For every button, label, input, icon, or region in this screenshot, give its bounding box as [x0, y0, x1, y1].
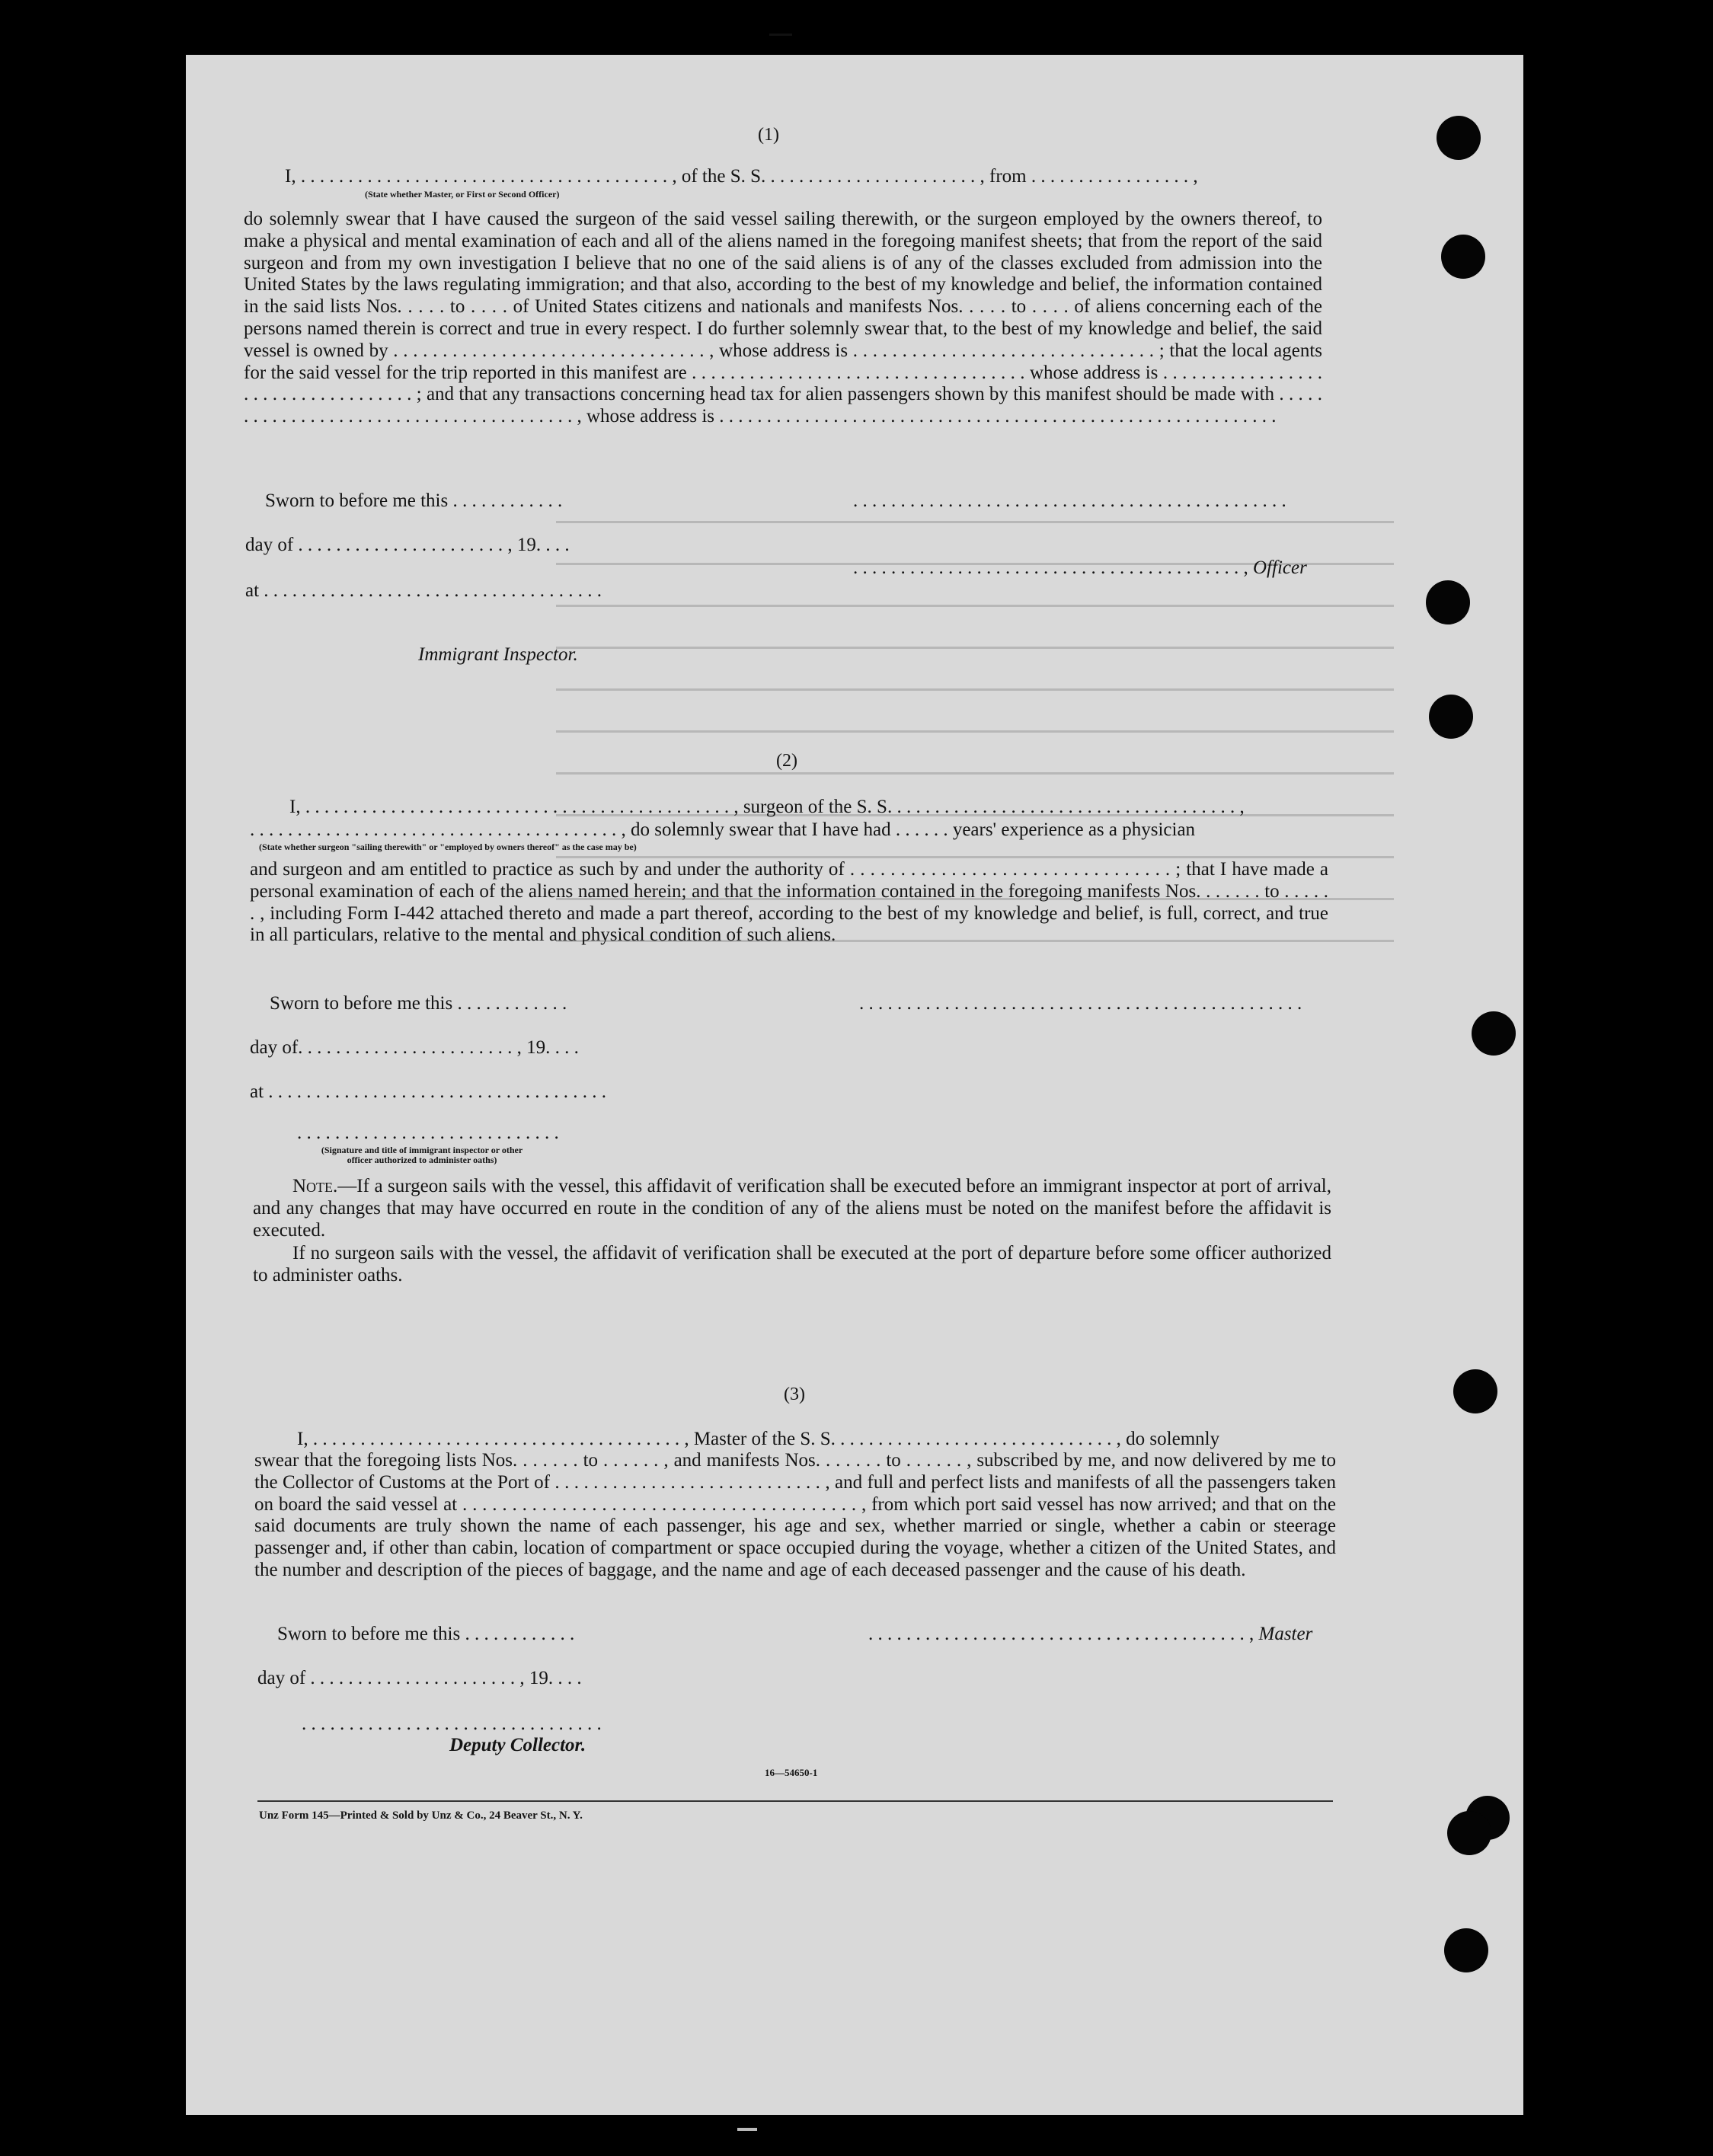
binder-hole	[1437, 116, 1481, 160]
scan-artifact	[769, 34, 792, 36]
section-3-body: swear that the foregoing lists Nos. . . . . . . to . . . . . . , and manifests Nos. . . . . . . to . . . . . . , subscribed by me, and now delivered by me to the Collector of Customs at the Port of . . . . . . . . . . . . . . . . . . . . . . . . . . . . , and full and perfect lists and manifests of all the passengers taken on board the said vessel at . . . . . . . . . . . . . . . . . . . . . . . . . . . . . . . . . . . . . . . . , from which port said vessel has now arrived; and that on the said documents are truly shown the name of each passenger, his age and sex, whether married or single, whether a cabin or steerage passenger and, if other than cabin, location of compartment or space occupied during the voyage, whether a citizen of the United States, and the number and description of the pieces of baggage, and the name and age of each deceased passenger and the cause of his death.	[254, 1450, 1336, 1580]
document-page	[186, 55, 1523, 2115]
section-3-master-label: Master	[1258, 1624, 1313, 1644]
binder-hole	[1447, 1811, 1491, 1855]
section-1-caption: (State whether Master, or First or Second Officer)	[365, 189, 560, 200]
section-2-line2: . . . . . . . . . . . . . . . . . . . . . . . . . . . . . . . . . . . . . . . , do solemnly swear that I have had . . . . . . years' experience as a physician	[250, 819, 1196, 840]
binder-hole	[1453, 1369, 1497, 1413]
section-1-officer-dots: . . . . . . . . . . . . . . . . . . . . . . . . . . . . . . . . . . . . . . . . . ,	[853, 557, 1248, 578]
footer-printer: Unz Form 145—Printed & Sold by Unz & Co., 24 Beaver St., N. Y.	[259, 1809, 583, 1822]
section-3-master-dots: . . . . . . . . . . . . . . . . . . . . . . . . . . . . . . . . . . . . . . . . ,	[868, 1624, 1254, 1644]
section-3-collector-line: . . . . . . . . . . . . . . . . . . . . . . . . . . . . . . . .	[302, 1714, 602, 1734]
section-2-at: at . . . . . . . . . . . . . . . . . . . . . . . . . . . . . . . . . . . .	[250, 1081, 607, 1102]
section-1-officer-line	[853, 557, 1307, 579]
section-2-sworn: Sworn to before me this . . . . . . . . . . . .	[270, 993, 567, 1014]
binder-hole	[1429, 695, 1473, 739]
section-1-officer-label: Officer	[1253, 557, 1307, 578]
section-2-signature-line: . . . . . . . . . . . . . . . . . . . . . . . . . . . . . . . . . . . . . . . . . . . . . . .	[859, 993, 1302, 1014]
note-label: Note.	[292, 1176, 338, 1196]
binder-hole	[1444, 1928, 1488, 1972]
section-3-number: (3)	[784, 1385, 805, 1404]
section-2-day: day of. . . . . . . . . . . . . . . . . . . . . . . , 19. . . .	[250, 1037, 579, 1058]
bleed-through-header	[361, 116, 1351, 161]
section-2-inspector-line: . . . . . . . . . . . . . . . . . . . . . . . . . . . .	[297, 1123, 559, 1143]
section-3-sworn: Sworn to before me this . . . . . . . . . . . .	[277, 1624, 575, 1644]
section-1-sworn: Sworn to before me this . . . . . . . . . . . .	[265, 490, 563, 511]
section-3-collector: Deputy Collector.	[449, 1735, 586, 1755]
section-3-line1: I, . . . . . . . . . . . . . . . . . . . . . . . . . . . . . . . . . . . . . . . , Master of the S. S. . . . . . . . . . . . . . . . . . . . . . . . . . . . . . , do solemnly	[297, 1429, 1220, 1449]
section-3-day: day of . . . . . . . . . . . . . . . . . . . . . . , 19. . . .	[257, 1668, 582, 1688]
note-body: —If a surgeon sails with the vessel, this affidavit of verification shall be executed before an immigrant inspector at port of arrival, and any changes that may have occurred en route in the condition of any of the aliens must be noted on the manifest before the affidavit is executed.	[253, 1176, 1331, 1241]
note-paragraph-2: If no surgeon sails with the vessel, the affidavit of verification shall be executed at the port of departure before some officer authorized to administer oaths.	[253, 1243, 1331, 1286]
scan-artifact	[737, 2128, 757, 2131]
binder-hole	[1426, 580, 1470, 624]
section-1-body: do solemnly swear that I have caused the surgeon of the said vessel sailing therewith, or the surgeon employed by the owners thereof, to make a physical and mental examination of each and all of the aliens named in the foregoing manifest sheets; that from the report of the said surgeon and from my own investigation I believe that no one of the said aliens is of any of the classes excluded from admission into the United States by the laws regulating immigration; and that also, according to the best of my knowledge and belief, the information contained in the said lists Nos. . . . . to . . . . of United States citizens and nationals and manifests Nos. . . . . to . . . . of aliens concerning each of the persons named therein is correct and true in every respect. I do further solemnly swear that, to the best of my knowledge and belief, the said vessel is owned by . . . . . . . . . . . . . . . . . . . . . . . . . . . . . . . . , whose address is . . . . . . . . . . . . . . . . . . . . . . . . . . . . . . . ; that the local agents for the said vessel for the trip reported in this manifest are . . . . . . . . . . . . . . . . . . . . . . . . . . . . . . . . . . . whose address is . . . . . . . . . . . . . . . . . . . . . . . . . . . . . . . . . . . ; and that any transactions concerning head tax for alien passengers shown by this manifest should be made with . . . . . . . . . . . . . . . . . . . . . . . . . . . . . . . . . . . . . . . . , whose address is . . . . . . . . . . . . . . . . . . . . . . . . . . . . . . . . . . . . . . . . . . . . . . . . . . . . . . . . . . .	[244, 209, 1322, 427]
form-code: 16—54650-1	[765, 1767, 818, 1778]
section-1-inspector: Immigrant Inspector.	[418, 644, 578, 665]
note-paragraph	[253, 1176, 1331, 1241]
section-1-at: at . . . . . . . . . . . . . . . . . . . . . . . . . . . . . . . . . . . .	[245, 580, 602, 601]
section-1-number: (1)	[758, 125, 779, 145]
section-1-day: day of . . . . . . . . . . . . . . . . . . . . . . , 19. . . .	[245, 535, 570, 555]
section-1-line1: I, . . . . . . . . . . . . . . . . . . . . . . . . . . . . . . . . . . . . . . . , of the S. S. . . . . . . . . . . . . . . . . . . . . . . , from . . . . . . . . . . . . . . . . . ,	[285, 166, 1198, 187]
section-2-number: (2)	[776, 751, 797, 771]
footer-rule	[257, 1800, 1333, 1802]
section-2-body: and surgeon and am entitled to practice as such by and under the authority of . . . . . . . . . . . . . . . . . . . . . . . . . . . . . . . . ; that I have made a personal examination of each of the aliens named herein; and that the information contained in the foregoing manifests Nos. . . . . . . to . . . . . . , including Form I-442 attached thereto and made a part thereof, according to the best of my knowledge and belief, is full, correct, and true in all particulars, relative to the mental and physical condition of such aliens.	[250, 859, 1328, 946]
binder-hole	[1441, 235, 1485, 279]
section-2-caption: (State whether surgeon "sailing therewith" or "employed by owners thereof" as the case may be)	[259, 842, 637, 852]
section-2-line1: I, . . . . . . . . . . . . . . . . . . . . . . . . . . . . . . . . . . . . . . . . . . . . . , surgeon of the S. S. . . . . . . . . . . . . . . . . . . . . . . . . . . . . . . . . . . . . ,	[289, 797, 1245, 817]
section-1-signature-line: . . . . . . . . . . . . . . . . . . . . . . . . . . . . . . . . . . . . . . . . . . . . . .	[853, 490, 1286, 511]
section-2-inspector-caption: (Signature and title of immigrant inspector or other officer authorized to administer oaths)	[321, 1145, 523, 1165]
section-3-master-line	[868, 1624, 1312, 1645]
binder-hole	[1472, 1011, 1516, 1056]
